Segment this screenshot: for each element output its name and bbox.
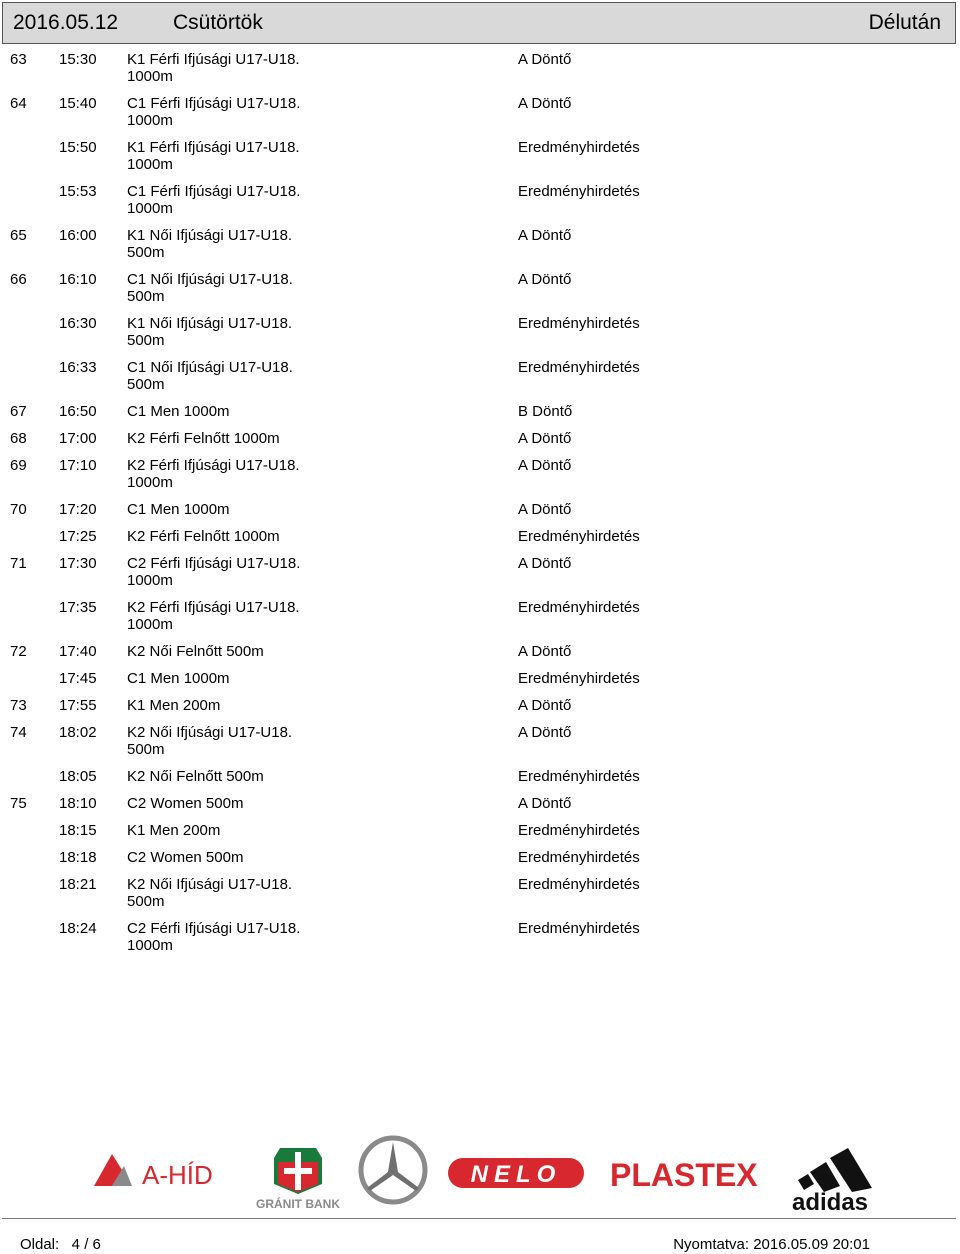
- row-time: 15:50: [59, 139, 97, 156]
- row-phase: Eredményhirdetés: [518, 920, 640, 937]
- row-phase: Eredményhirdetés: [518, 359, 640, 376]
- row-time: 17:00: [59, 430, 97, 447]
- nelo-logo: [448, 1158, 584, 1188]
- row-number: 73: [10, 697, 27, 714]
- row-event: C1 Női Ifjúsági U17-U18. 500m: [127, 359, 293, 393]
- table-row: [0, 819, 960, 846]
- row-phase: Eredményhirdetés: [518, 183, 640, 200]
- row-time: 16:33: [59, 359, 97, 376]
- nelo-logo-text: NELO: [470, 1161, 562, 1188]
- row-number: 68: [10, 430, 27, 447]
- table-row: [0, 48, 960, 92]
- row-event: C1 Női Ifjúsági U17-U18. 500m: [127, 271, 293, 305]
- row-time: 18:24: [59, 920, 97, 937]
- row-event: C2 Férfi Ifjúsági U17-U18. 1000m: [127, 555, 301, 589]
- row-time: 15:30: [59, 51, 97, 68]
- table-row: [0, 721, 960, 765]
- row-time: 17:55: [59, 697, 97, 714]
- row-time: 17:25: [59, 528, 97, 545]
- row-time: 16:00: [59, 227, 97, 244]
- plastex-logo-text: PLASTEX: [610, 1157, 758, 1193]
- table-row: [0, 498, 960, 525]
- row-phase: A Döntő: [518, 643, 572, 660]
- row-phase: Eredményhirdetés: [518, 315, 640, 332]
- row-phase: A Döntő: [518, 227, 572, 244]
- table-row: [0, 525, 960, 552]
- row-event: C1 Férfi Ifjúsági U17-U18. 1000m: [127, 95, 301, 129]
- row-number: 70: [10, 501, 27, 518]
- table-row: [0, 400, 960, 427]
- table-row: [0, 552, 960, 596]
- row-time: 15:40: [59, 95, 97, 112]
- row-event: C1 Men 1000m: [127, 501, 230, 518]
- row-phase: A Döntő: [518, 430, 572, 447]
- row-phase: A Döntő: [518, 724, 572, 741]
- row-phase: Eredményhirdetés: [518, 528, 640, 545]
- row-time: 18:21: [59, 876, 97, 893]
- row-time: 17:35: [59, 599, 97, 616]
- row-event: C2 Férfi Ifjúsági U17-U18. 1000m: [127, 920, 301, 954]
- row-event: C1 Férfi Ifjúsági U17-U18. 1000m: [127, 183, 301, 217]
- page-header: [2, 2, 956, 44]
- row-event: C1 Men 1000m: [127, 670, 230, 687]
- table-row: [0, 268, 960, 312]
- row-number: 67: [10, 403, 27, 420]
- row-event: K2 Férfi Felnőtt 1000m: [127, 528, 280, 545]
- row-phase: A Döntő: [518, 457, 572, 474]
- table-row: [0, 92, 960, 136]
- row-event: K2 Férfi Ifjúsági U17-U18. 1000m: [127, 599, 300, 633]
- row-number: 74: [10, 724, 27, 741]
- adidas-logo: [792, 1148, 872, 1216]
- sponsor-logos: [0, 1128, 960, 1218]
- row-number: 66: [10, 271, 27, 288]
- adidas-logo-text: adidas: [791, 1189, 869, 1216]
- ahid-logo: [94, 1154, 213, 1190]
- row-phase: Eredményhirdetés: [518, 599, 640, 616]
- footer-divider: [2, 1218, 956, 1219]
- row-event: K1 Női Ifjúsági U17-U18. 500m: [127, 227, 293, 261]
- row-phase: A Döntő: [518, 555, 572, 572]
- header-day: Csütörtök: [173, 11, 263, 34]
- header-day-part: Délután: [868, 11, 941, 34]
- sponsor-logos-svg: [0, 1128, 960, 1218]
- row-time: 16:30: [59, 315, 97, 332]
- table-row: [0, 224, 960, 268]
- row-time: 16:10: [59, 271, 97, 288]
- table-row: [0, 667, 960, 694]
- row-time: 18:05: [59, 768, 97, 785]
- row-time: 18:15: [59, 822, 97, 839]
- row-phase: A Döntő: [518, 697, 572, 714]
- footer-page-number: Oldal: 4 / 6: [20, 1236, 101, 1253]
- mercedes-star-logo: [361, 1138, 425, 1202]
- row-phase: A Döntő: [518, 501, 572, 518]
- table-row: [0, 873, 960, 917]
- row-number: 71: [10, 555, 27, 572]
- ahid-logo-text: A-HÍD: [142, 1160, 213, 1190]
- row-number: 75: [10, 795, 27, 812]
- row-event: K2 Női Ifjúsági U17-U18. 500m: [127, 876, 293, 910]
- row-time: 18:10: [59, 795, 97, 812]
- row-time: 18:18: [59, 849, 97, 866]
- row-time: 17:40: [59, 643, 97, 660]
- table-row: [0, 765, 960, 792]
- row-phase: Eredményhirdetés: [518, 139, 640, 156]
- row-time: 16:50: [59, 403, 97, 420]
- table-row: [0, 917, 960, 961]
- plastex-logo: [610, 1157, 758, 1193]
- table-row: [0, 136, 960, 180]
- row-time: 15:53: [59, 183, 97, 200]
- row-number: 69: [10, 457, 27, 474]
- row-event: K1 Men 200m: [127, 822, 221, 839]
- row-number: 65: [10, 227, 27, 244]
- row-time: 17:30: [59, 555, 97, 572]
- row-event: K1 Men 200m: [127, 697, 221, 714]
- header-date: 2016.05.12: [13, 11, 119, 34]
- row-phase: Eredményhirdetés: [518, 876, 640, 893]
- row-event: C2 Women 500m: [127, 795, 244, 812]
- row-number: 64: [10, 95, 27, 112]
- row-time: 17:45: [59, 670, 97, 687]
- footer-printed-date: Nyomtatva: 2016.05.09 20:01: [673, 1236, 870, 1253]
- row-phase: Eredményhirdetés: [518, 768, 640, 785]
- row-event: K2 Női Felnőtt 500m: [127, 768, 264, 785]
- table-row: [0, 356, 960, 400]
- row-number: 72: [10, 643, 27, 660]
- table-row: [0, 694, 960, 721]
- table-row: [0, 312, 960, 356]
- row-event: K1 Férfi Ifjúsági U17-U18. 1000m: [127, 139, 300, 173]
- row-phase: Eredményhirdetés: [518, 670, 640, 687]
- row-time: 17:10: [59, 457, 97, 474]
- row-event: K2 Női Felnőtt 500m: [127, 643, 264, 660]
- row-time: 17:20: [59, 501, 97, 518]
- row-phase: Eredményhirdetés: [518, 822, 640, 839]
- row-phase: Eredményhirdetés: [518, 849, 640, 866]
- granit-bank-logo-text: GRÁNIT BANK: [256, 1197, 340, 1211]
- table-row: [0, 454, 960, 498]
- table-row: [0, 596, 960, 640]
- row-event: C1 Men 1000m: [127, 403, 230, 420]
- granit-bank-logo: [256, 1148, 340, 1211]
- row-event: K2 Női Ifjúsági U17-U18. 500m: [127, 724, 293, 758]
- row-phase: A Döntő: [518, 51, 572, 68]
- row-event: C2 Women 500m: [127, 849, 244, 866]
- table-row: [0, 427, 960, 454]
- row-phase: A Döntő: [518, 95, 572, 112]
- schedule-table: [0, 48, 960, 961]
- row-phase: A Döntő: [518, 795, 572, 812]
- table-row: [0, 846, 960, 873]
- table-row: [0, 792, 960, 819]
- row-event: K1 Férfi Ifjúsági U17-U18. 1000m: [127, 51, 300, 85]
- row-event: K1 Női Ifjúsági U17-U18. 500m: [127, 315, 293, 349]
- row-event: K2 Férfi Felnőtt 1000m: [127, 430, 280, 447]
- row-event: K2 Férfi Ifjúsági U17-U18. 1000m: [127, 457, 300, 491]
- row-phase: B Döntő: [518, 403, 573, 420]
- row-time: 18:02: [59, 724, 97, 741]
- table-row: [0, 640, 960, 667]
- row-phase: A Döntő: [518, 271, 572, 288]
- row-number: 63: [10, 51, 27, 68]
- table-row: [0, 180, 960, 224]
